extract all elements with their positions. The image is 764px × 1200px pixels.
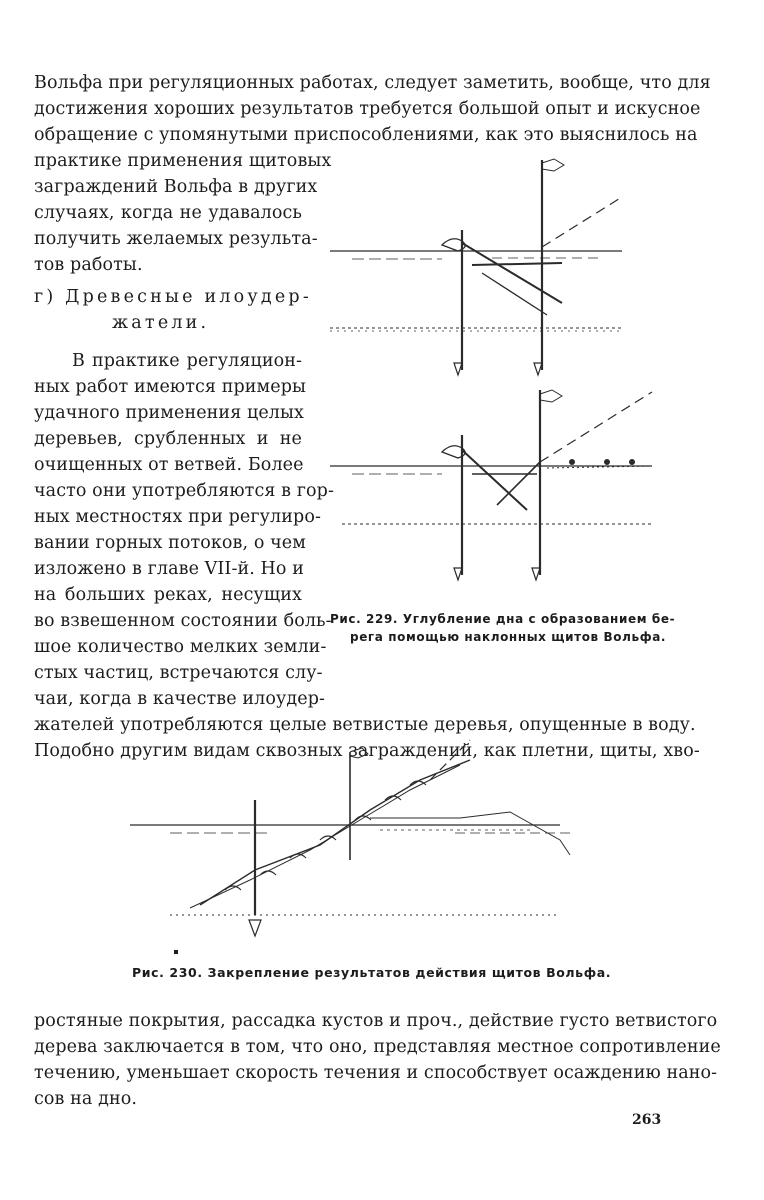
- text-line: течению, уменьшает скорость течения и способствует осаждению нано-: [34, 1063, 718, 1083]
- text-line: дерева заключается в том, что оно, представляя местное сопротивление: [34, 1037, 721, 1057]
- text-line: тов работы.: [34, 255, 143, 275]
- text-line: деревьев, срубленных и не: [34, 429, 302, 449]
- text-line: ростяные покрытия, рассадка кустов и проч., действие густо ветвистого: [34, 1011, 718, 1031]
- text-line: В практике регуляцион-: [72, 351, 302, 371]
- text-line: ных работ имеются примеры: [34, 377, 307, 397]
- figure-229-caption: рега помощью наклонных щитов Вольфа.: [350, 630, 667, 644]
- text-line: обращение с упомянутыми приспособлениями, как это выяснилось на: [34, 125, 698, 145]
- text-line: практике применения щитовых: [34, 151, 332, 171]
- text-line: шое количество мелких земли-: [34, 637, 327, 657]
- text-line: во взвешенном состоянии боль-: [34, 611, 332, 631]
- text-line: случаях, когда не удавалось: [34, 203, 302, 223]
- text-line: Вольфа при регуляционных работах, следует заметить, вообще, что для: [34, 73, 711, 93]
- section-heading: г) Древесные илоудер-: [34, 287, 312, 307]
- text-line: удачного применения целых: [34, 403, 305, 423]
- text-line: очищенных от ветвей. Более: [34, 455, 304, 475]
- text-line: стых частиц, встречаются слу-: [34, 663, 323, 683]
- figure-229-caption: Рис. 229. Углубление дна с образованием бе-: [330, 612, 676, 626]
- fig229-lower: [330, 390, 652, 580]
- text-line: жателей употребляются целые ветвистые деревья, опущенные в воду.: [34, 715, 696, 735]
- print-speck: [174, 950, 178, 954]
- text-line: заграждений Вольфа в других: [34, 177, 318, 197]
- figure-230-caption: Рис. 230. Закрепление результатов действия щитов Вольфа.: [132, 965, 612, 980]
- text-line: часто они употребляются в гор-: [34, 481, 334, 501]
- fig229-upper: [330, 159, 622, 375]
- page-number: 263: [632, 1112, 662, 1128]
- text-line: на больших реках, несущих: [34, 585, 302, 605]
- figure-229-drawing: [322, 155, 662, 605]
- text-line: ных местностях при регулиро-: [34, 507, 321, 527]
- text-line: изложено в главе VII-й. Но и: [34, 559, 304, 579]
- text-line: чаи, когда в качестве илоудер-: [34, 689, 326, 709]
- text-line: вании горных потоков, о чем: [34, 533, 306, 553]
- text-line: получить желаемых результа-: [34, 229, 318, 249]
- text-line: Подобно другим видам сквозных заграждений, как плетни, щиты, хво-: [34, 741, 700, 761]
- text-line: достижения хороших результатов требуется большой опыт и искусное: [34, 99, 701, 119]
- text-line: сов на дно.: [34, 1089, 138, 1109]
- section-heading: жатели.: [112, 313, 210, 333]
- figure-230-drawing: [130, 740, 590, 960]
